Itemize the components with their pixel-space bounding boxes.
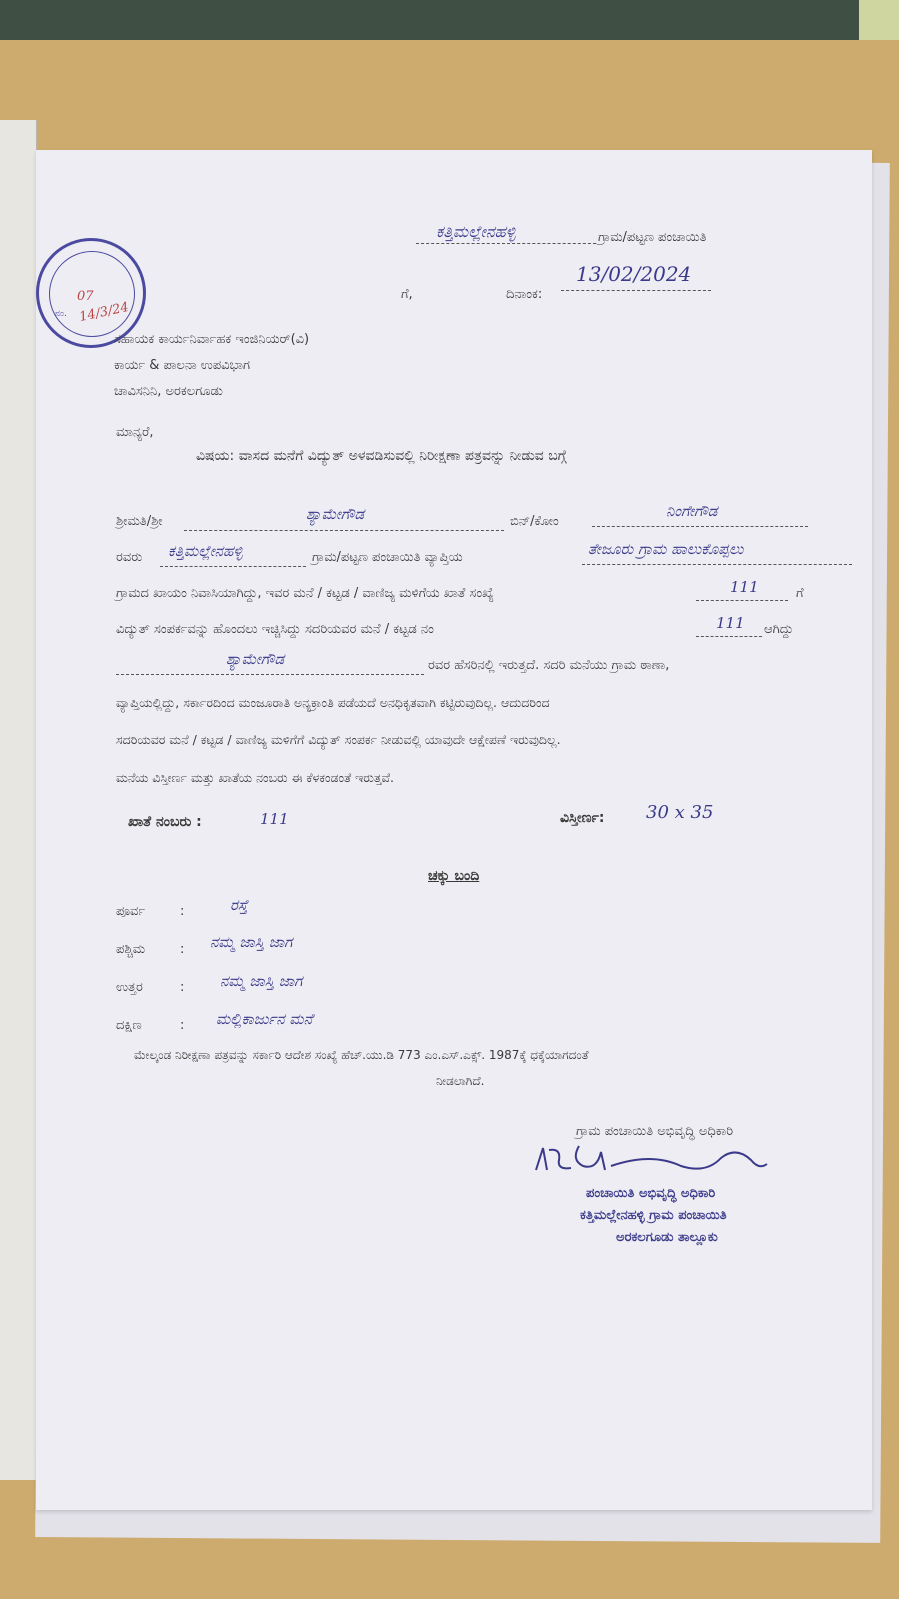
boundary-west-colon: : [180,942,185,957]
applicant-name: ಶ್ಯಾಮೇಗೌಡ [306,505,365,523]
address-line-1: ಸಹಾಯಕ ಕಾರ್ಯನಿರ್ವಾಹಕ ಇಂಜಿನಿಯರ್(ವಿ) [114,332,310,347]
body-line-6: ವ್ಯಾಪ್ತಿಯಲ್ಲಿದ್ದು, ಸರ್ಕಾರದಿಂದ ಮಂಜೂರಾತಿ ಅನ್ಯಕ್ರಾಂತಿ ಪಡೆಯದೆ ಅನಧಿಕೃತವಾಗಿ ಕಟ್ಟಿರುವುದಿಲ್ಲ. ಆದುದರಿಂದ [116,695,550,710]
body-line-5: ರವರ ಹೆಸರಿನಲ್ಲಿ ಇರುತ್ತದೆ. ಸದರಿ ಮನೆಯು ಗ್ರಾಮ ಠಾಣಾ, [428,658,670,673]
khate-label: ಖಾತೆ ನಂಬರು : [128,814,202,830]
document-page [36,150,872,1510]
building-number-handwritten: 111 [716,614,745,632]
to-prefix: ಗೆ, [401,287,413,302]
seal-number: 07 [77,289,94,304]
date-line [561,290,711,291]
boundary-south-label: ದಕ್ಷಿಣ [116,1018,142,1033]
body-line-3: ಗ್ರಾಮದ ಖಾಯಂ ನಿವಾಸಿಯಾಗಿದ್ದು, ಇವರ ಮನೆ / ಕಟ್ಟಡ / ವಾಣಿಜ್ಯ ಮಳಿಗೆಯ ಖಾತೆ ಸಂಖ್ಯೆ [116,586,494,601]
stamp-line-3: ಅರಕಲಗೂಡು ತಾಲ್ಲೂಕು [616,1230,718,1245]
boundary-north-colon: : [180,980,185,995]
footer-line-1: ಮೇಲ್ಕಂಡ ನಿರೀಕ್ಷಣಾ ಪತ್ರವನ್ನು ಸರ್ಕಾರಿ ಆದೇಶ ಸಂಖ್ಯೆ ಹೆಚ್.ಯು.ಡಿ 773 ಎಂ.ಎಸ್.ಎಕ್ಸ್. 1987ಕ್ಕೆ ಧಕ್ಕೆಯಾಗದಂತೆ [134,1048,589,1062]
body-line-4: ವಿದ್ಯುತ್ ಸಂಪರ್ಕವನ್ನು ಹೊಂದಲು ಇಚ್ಚಿಸಿದ್ದು ಸದರಿಯವರ ಮನೆ / ಕಟ್ಟಡ ನಂ [116,622,434,637]
panchayat-name-line [160,566,306,567]
stamp-line-1: ಪಂಚಾಯಿತಿ ಅಭಿವೃದ್ಧಿ ಅಧಿಕಾರಿ [586,1186,716,1201]
signature-title: ಗ್ರಾಮ ಪಂಚಾಯಿತಿ ಅಭಿವೃದ್ಧಿ ಅಧಿಕಾರಿ [576,1124,734,1139]
area-label: ವಿಸ್ತೀರ್ಣ: [560,810,605,826]
boundary-west-label: ಪಶ್ಚಿಮ [116,942,146,957]
village-name: ತೇಜೂರು ಗ್ರಾಮ ಹಾಲುಕೊಪ್ಪಲು [588,540,744,558]
khate-number-handwritten: 111 [730,578,759,596]
file-edge [0,120,37,1480]
vyapti-text: ಗ್ರಾಮ/ಪಟ್ಟಣ ಪಂಚಾಯಿತಿ ವ್ಯಾಪ್ತಿಯ [312,550,463,565]
header-village-handwritten: ಕತ್ತಿಮಲ್ಲೇನಹಳ್ಳಿ [436,222,516,241]
boundaries-title: ಚಕ್ಕು ಬಂದಿ [428,868,480,884]
owner-name-line [116,674,424,675]
body-line-7: ಸದರಿಯವರ ಮನೆ / ಕಟ್ಟಡ / ವಾಣಿಜ್ಯ ಮಳಿಗೆಗೆ ವಿದ್ಯುತ್ ಸಂಪರ್ಕ ನೀಡುವಲ್ಲಿ ಯಾವುದೇ ಆಕ್ಷೇಪಣೆ ಇರುವುದಿಲ್ಲ. [116,732,561,747]
applicant-name-line [184,530,504,531]
owner-name: ಶ್ಯಾಮೇಗೌಡ [226,650,285,668]
khate-value: 111 [260,810,289,828]
boundary-east-label: ಪೂರ್ವ [116,904,146,919]
body-line-8: ಮನೆಯ ವಿಸ್ತೀರ್ಣ ಮತ್ತು ಖಾತೆಯ ನಂಬರು ಈ ಕೆಳಕಂಡಂತೆ ಇರುತ್ತವೆ. [116,770,395,785]
father-name: ನಿಂಗೇಗೌಡ [666,502,718,520]
boundary-east-value: ರಸ್ತೆ [230,896,248,914]
boundary-south-value: ಮಲ್ಲಿಕಾರ್ಜುನ ಮನೆ [216,1010,313,1028]
boundary-north-value: ನಮ್ಮ ಜಾಸ್ತಿ ಜಾಗ [220,972,303,990]
address-line-3: ಚಾವಿಸನಿನಿ, ಅರಕಲಗೂಡು [114,384,223,399]
footer-line-2: ನೀಡಲಾಗಿದೆ. [436,1074,485,1088]
panchayat-name: ಕತ್ತಿಮಲ್ಲೇನಹಳ್ಳಿ [168,542,243,560]
header-gram-label: ಗ್ರಾಮ/ಪಟ್ಟಣ ಪಂಚಾಯಿತಿ [598,230,707,245]
salutation: ಮಾನ್ಯರೆ, [116,425,154,440]
seal-date: 14/3/24 [77,299,131,326]
subject-line: ವಿಷಯ: ವಾಸದ ಮನೆಗೆ ವಿದ್ಯುತ್ ಅಳವಡಿಸುವಲ್ಲಿ ನಿರೀಕ್ಷಣಾ ಪತ್ರವನ್ನು ನೀಡುವ ಬಗ್ಗೆ [196,448,567,464]
ge-suffix: ಗೆ [796,586,804,601]
date-value: 13/02/2024 [576,262,692,286]
building-number-line [696,636,762,637]
boundary-north-label: ಉತ್ತರ [116,980,143,995]
date-label: ದಿನಾಂಕ: [506,287,543,302]
agiddu-label: ಆಗಿದ್ದು [764,622,794,637]
khate-number-line [696,600,788,601]
father-name-line [592,526,808,527]
bin-label: ಬಿನ್/ಕೋಂ [510,514,559,529]
seal-number-label: ನಂ. [55,309,67,319]
boundary-east-colon: : [180,904,185,919]
village-name-line [582,564,852,565]
boundary-west-value: ನಮ್ಮ ಜಾಸ್ತಿ ಜಾಗ [210,933,293,951]
ravaru-label: ರವರು [116,550,143,565]
boundary-south-colon: : [180,1018,185,1033]
stamp-line-2: ಕತ್ತಿಮಲ್ಲೇನಹಳ್ಳಿ ಗ್ರಾಮ ಪಂಚಾಯಿತಿ [580,1208,727,1223]
address-line-2: ಕಾರ್ಯ & ಪಾಲನಾ ಉಪವಿಭಾಗ [114,358,251,373]
signature-scrawl [531,1140,771,1180]
header-village-line [416,243,596,244]
shrimati-label: ಶ್ರೀಮತಿ/ಶ್ರೀ [116,514,163,529]
area-value: 30 x 35 [646,802,714,823]
